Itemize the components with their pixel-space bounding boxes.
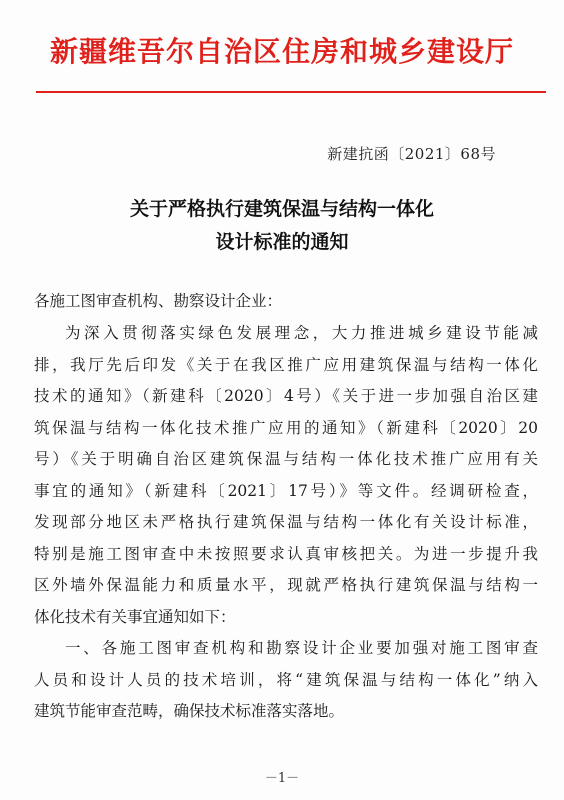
body-line: 发现部分地区未严格执行建筑保温与结构一体化有关设计标准， — [34, 513, 538, 531]
body-text — [34, 318, 538, 728]
title-line-2: 设计标准的通知 — [215, 231, 349, 253]
body-line: 人员和设计人员的技术培训，将“建筑保温与结构一体化”纳入 — [34, 670, 538, 689]
body-line: 事宜的通知》（新建科〔2021〕17号）》等文件。经调研检查， — [34, 481, 538, 500]
body-line: 区外墙外保温能力和质量水平，现就严格执行建筑保温与结构一 — [34, 576, 538, 594]
body-line: 技术的通知》（新建科〔2020〕4号）《关于进一步加强自治区建 — [34, 387, 538, 405]
body-line: 建筑节能审查范畴，确保技术标准落实落地。 — [34, 702, 345, 720]
body-line: 为深入贯彻落实绿色发展理念，大力推进城乡建设节能减 — [65, 324, 538, 342]
page-number: －1－ — [264, 771, 300, 786]
body-line: 一、各施工图审查机构和勘察设计企业要加强对施工图审查 — [65, 639, 538, 657]
document-number: 新建抗函〔2021〕68号 — [327, 145, 496, 163]
body-line: 筑保温与结构一体化技术推广应用的通知》（新建科〔2020〕20 — [34, 418, 538, 437]
addressee: 各施工图审查机构、勘察设计企业： — [34, 292, 283, 310]
document-title — [0, 193, 564, 259]
body-line: 排，我厅先后印发《关于在我区推广应用建筑保温与结构一体化 — [34, 355, 538, 374]
letterhead-title: 新疆维吾尔自治区住房和城乡建设厅 — [49, 35, 514, 68]
body-line: 体化技术有关事宜通知如下： — [34, 607, 236, 626]
body-line: 特别是施工图审查中未按照要求认真审核把关。为进一步提升我 — [34, 544, 538, 563]
letterhead-red-rule — [36, 91, 546, 93]
body-line: 号）《关于明确自治区建筑保温与结构一体化技术推广应用有关 — [34, 450, 538, 468]
title-line-1: 关于严格执行建筑保温与结构一体化 — [129, 198, 434, 220]
